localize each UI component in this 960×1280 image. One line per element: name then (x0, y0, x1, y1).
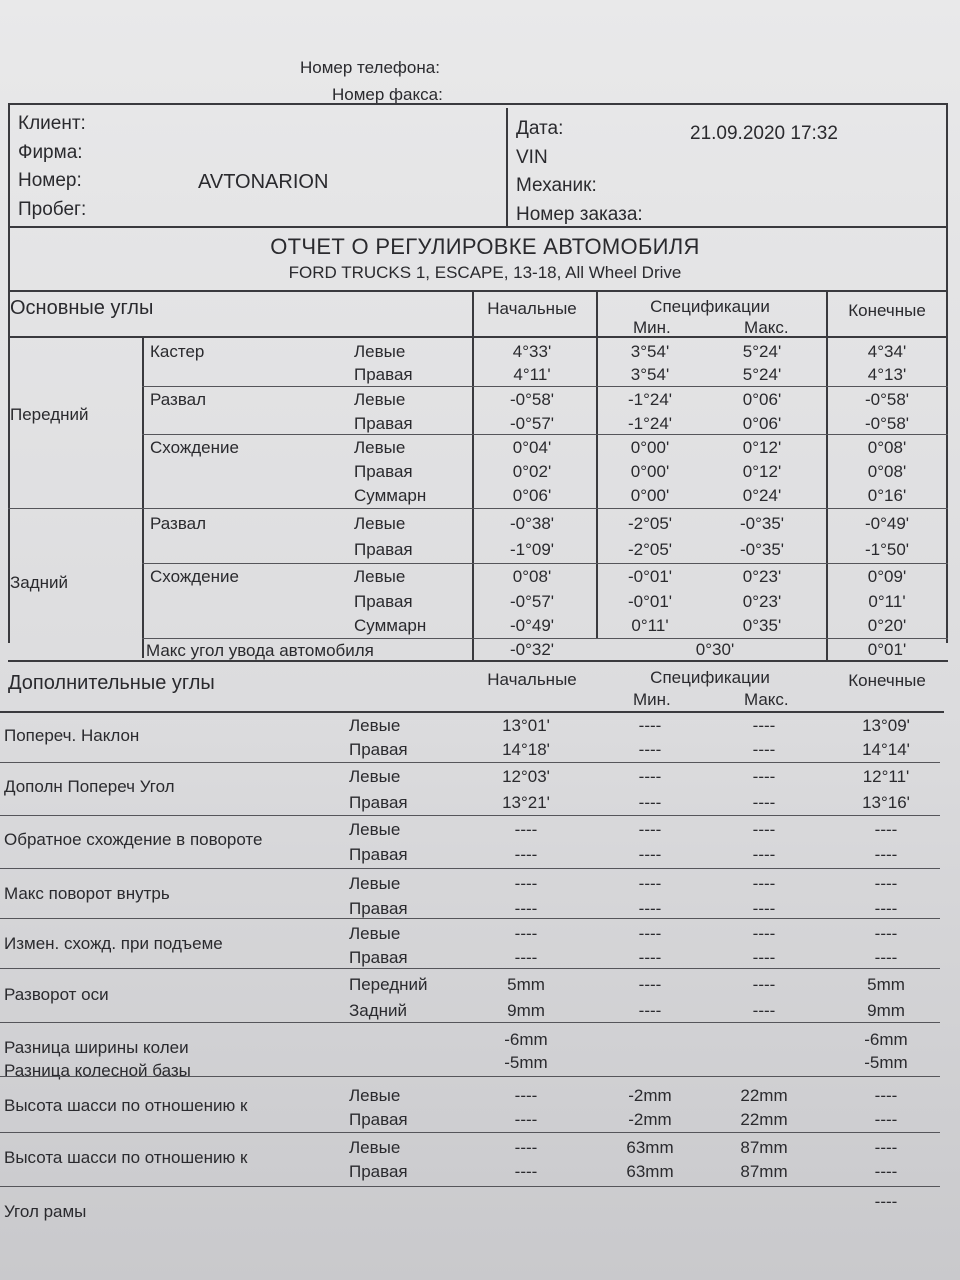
vehicle-description: FORD TRUCKS 1, ESCAPE, 13-18, All Wheel Drive (288, 263, 682, 282)
extra-row-final: ---- (874, 820, 898, 839)
main-col-initial: Начальные (487, 299, 577, 318)
extra-row-divider (0, 815, 940, 816)
extra-row-min: ---- (638, 767, 662, 786)
extra-row-max: 22mm (740, 1110, 788, 1129)
row-side-label: Левые (354, 342, 406, 361)
main-section-title: Основные углы (10, 297, 154, 319)
main-col-min: Мин. (633, 318, 671, 337)
client-divider (506, 108, 508, 226)
extra-row-initial: ---- (514, 1138, 538, 1157)
thrust-angle-label: Макс угол увода автомобиля (146, 641, 374, 660)
row-group-label: Схождение (150, 438, 239, 457)
frame-left-line (8, 103, 10, 643)
extra-row-divider (0, 1022, 940, 1023)
row-min-value: -2°05' (627, 514, 673, 533)
row-max-value: 0°12' (742, 462, 782, 481)
firm-label: Фирма: (18, 142, 83, 163)
client-bottom-line (8, 226, 948, 228)
row-min-value: 0°00' (630, 486, 670, 505)
order-number-label: Номер заказа: (516, 204, 643, 225)
extra-row-label: Обратное схождение в повороте (4, 830, 263, 849)
row-side-label: Суммарн (354, 486, 427, 505)
row-min-value: 0°00' (630, 438, 670, 457)
group-divider-line (142, 563, 948, 564)
number-value: AVTONARION (198, 171, 329, 193)
main-section-bottom-line (8, 660, 948, 662)
row-max-value: 0°23' (742, 567, 782, 586)
mechanic-label: Механик: (516, 175, 597, 196)
extra-row-final: ---- (874, 948, 898, 967)
extra-row-initial: 12°03' (502, 767, 550, 786)
row-initial-value: 0°08' (512, 567, 552, 586)
extra-row-final: 13°09' (862, 716, 910, 735)
row-initial-value: 0°04' (512, 438, 552, 457)
extra-row-final: ---- (874, 874, 898, 893)
row-group-label: Развал (150, 514, 207, 533)
row-final-value: 0°08' (867, 438, 907, 457)
extra-row-label: Высота шасси по отношению к (4, 1148, 248, 1167)
extra-row-initial: ---- (514, 1110, 538, 1129)
row-max-value: -0°35' (739, 514, 785, 533)
row-initial-value: -0°57' (509, 414, 555, 433)
row-final-value: -0°58' (864, 390, 910, 409)
extra-row-max: ---- (752, 1001, 776, 1020)
row-final-value: -0°49' (864, 514, 910, 533)
extra-row-label: Угол рамы (4, 1202, 87, 1221)
extra-row-final: ---- (874, 1138, 898, 1157)
thrust-top-line (142, 638, 948, 639)
row-initial-value: 4°33' (512, 342, 552, 361)
extra-row-side: Задний (349, 1001, 408, 1020)
main-col-max: Макс. (744, 318, 789, 337)
row-max-value: 0°06' (742, 390, 782, 409)
extra-row-initial: 14°18' (502, 740, 550, 759)
extra-row-divider (0, 868, 940, 869)
row-final-value: 4°13' (867, 365, 907, 384)
extra-row-min: ---- (638, 740, 662, 759)
main-header-bottom-line (8, 336, 948, 338)
extra-row-final: 9mm (867, 1001, 905, 1020)
extra-row-side: Правая (349, 1110, 408, 1129)
extra-row-initial: ---- (514, 845, 538, 864)
row-final-value: 0°09' (867, 567, 907, 586)
extra-row-label: Разница ширины колеи (4, 1038, 189, 1057)
extra-row-min: 63mm (626, 1138, 674, 1157)
row-max-value: 0°24' (742, 486, 782, 505)
extra-row-side: Передний (349, 975, 428, 994)
frame-right-line (946, 103, 948, 643)
date-value: 21.09.2020 17:32 (690, 123, 838, 144)
extra-row-final: ---- (874, 1086, 898, 1105)
extra-row-initial: 13°21' (502, 793, 550, 812)
row-final-value: -1°50' (864, 540, 910, 559)
extra-row-max: ---- (752, 793, 776, 812)
extra-row-label: Измен. схожд. при подъеме (4, 934, 223, 953)
extra-row-initial: ---- (514, 924, 538, 943)
main-col-spec: Спецификации (650, 297, 770, 316)
extra-row-side: Левые (349, 716, 401, 735)
front-axle-label: Передний (10, 405, 89, 424)
row-initial-value: -0°58' (509, 390, 555, 409)
row-initial-value: -0°57' (509, 592, 555, 611)
extra-row-label: Макс поворот внутрь (4, 884, 170, 903)
row-side-label: Левые (354, 514, 406, 533)
extra-row-min: ---- (638, 845, 662, 864)
extra-row-min: -2mm (628, 1110, 672, 1129)
row-initial-value: -0°49' (509, 616, 555, 635)
row-final-value: 0°08' (867, 462, 907, 481)
extra-row-divider (0, 968, 940, 969)
extra-row-max: ---- (752, 820, 776, 839)
extra-row-final: ---- (874, 924, 898, 943)
extra-row-max: 87mm (740, 1162, 788, 1181)
row-min-value: 3°54' (630, 365, 670, 384)
extra-header-bottom-line (0, 711, 944, 713)
thrust-angle-initial: -0°32' (509, 640, 555, 659)
extra-row-final: -5mm (864, 1053, 908, 1072)
extra-row-side: Правая (349, 1162, 408, 1181)
row-max-value: 0°35' (742, 616, 782, 635)
row-final-value: 0°20' (867, 616, 907, 635)
row-side-label: Правая (354, 414, 413, 433)
extra-row-label: Разница колесной базы (4, 1061, 191, 1080)
row-min-value: -2°05' (627, 540, 673, 559)
extra-col-spec: Спецификации (650, 668, 770, 687)
extra-row-max: ---- (752, 740, 776, 759)
row-final-value: -0°58' (864, 414, 910, 433)
extra-col-final: Конечные (848, 671, 926, 690)
extra-row-initial: ---- (514, 820, 538, 839)
row-side-label: Левые (354, 390, 406, 409)
row-max-value: 0°12' (742, 438, 782, 457)
group-divider-line (142, 434, 948, 435)
extra-row-initial: ---- (514, 899, 538, 918)
vin-label: VIN (516, 147, 548, 168)
extra-row-final: -6mm (864, 1030, 908, 1049)
fax-label: Номер факса: (332, 85, 443, 104)
row-final-value: 4°34' (867, 342, 907, 361)
extra-row-min: ---- (638, 948, 662, 967)
extra-row-side: Левые (349, 820, 401, 839)
extra-row-final: ---- (874, 899, 898, 918)
extra-row-max: ---- (752, 975, 776, 994)
extra-row-final: 13°16' (862, 793, 910, 812)
row-min-value: -0°01' (627, 567, 673, 586)
extra-row-divider (0, 1132, 940, 1133)
extra-row-min: -2mm (628, 1086, 672, 1105)
extra-row-side: Правая (349, 793, 408, 812)
main-col-final: Конечные (848, 301, 926, 320)
extra-row-label: Попереч. Наклон (4, 726, 140, 745)
extra-row-side: Левые (349, 1138, 401, 1157)
extra-row-initial: 13°01' (502, 716, 550, 735)
extra-row-divider (0, 918, 940, 919)
extra-row-max: ---- (752, 845, 776, 864)
extra-row-side: Правая (349, 845, 408, 864)
row-min-value: 0°00' (630, 462, 670, 481)
extra-row-max: ---- (752, 767, 776, 786)
extra-row-max: ---- (752, 874, 776, 893)
extra-row-min: ---- (638, 793, 662, 812)
extra-row-final: 5mm (867, 975, 905, 994)
front-rear-divider (8, 508, 948, 509)
extra-col-initial: Начальные (487, 670, 577, 689)
row-max-value: 0°23' (742, 592, 782, 611)
main-section-top-line (8, 290, 948, 292)
extra-row-max: 87mm (740, 1138, 788, 1157)
client-label: Клиент: (18, 113, 86, 134)
extra-row-side: Левые (349, 767, 401, 786)
extra-row-initial: -6mm (504, 1030, 548, 1049)
row-side-label: Левые (354, 567, 406, 586)
extra-row-final: 12°11' (862, 767, 910, 786)
extra-col-max: Макс. (744, 690, 789, 709)
row-side-label: Суммарн (354, 616, 427, 635)
row-min-value: 0°11' (631, 616, 669, 635)
main-col-divider-2 (596, 290, 598, 638)
extra-section-title: Дополнительные углы (8, 672, 215, 694)
row-initial-value: -0°38' (509, 514, 555, 533)
extra-row-side: Правая (349, 948, 408, 967)
extra-row-initial: ---- (514, 1086, 538, 1105)
row-initial-value: 4°11' (513, 365, 551, 384)
row-side-label: Правая (354, 540, 413, 559)
frame-top-line (8, 103, 948, 105)
extra-row-initial: ---- (514, 948, 538, 967)
row-initial-value: -1°09' (509, 540, 555, 559)
extra-row-max: ---- (752, 716, 776, 735)
row-final-value: 0°16' (867, 486, 907, 505)
row-min-value: -0°01' (627, 592, 673, 611)
extra-row-final: 14°14' (862, 740, 910, 759)
date-label: Дата: (516, 118, 564, 139)
main-group-divider (142, 336, 144, 658)
extra-row-min: ---- (638, 899, 662, 918)
mileage-label: Пробег: (18, 199, 87, 220)
extra-row-divider (0, 762, 940, 763)
extra-row-min: ---- (638, 1001, 662, 1020)
extra-row-side: Правая (349, 899, 408, 918)
extra-row-final: ---- (874, 1192, 898, 1211)
extra-row-max: ---- (752, 924, 776, 943)
extra-row-initial: 9mm (507, 1001, 545, 1020)
row-final-value: 0°11' (868, 592, 906, 611)
extra-row-divider (0, 1186, 940, 1187)
row-max-value: -0°35' (739, 540, 785, 559)
row-side-label: Правая (354, 592, 413, 611)
extra-row-final: ---- (874, 1110, 898, 1129)
row-initial-value: 0°02' (512, 462, 552, 481)
number-label: Номер: (18, 170, 82, 191)
extra-row-min: ---- (638, 924, 662, 943)
row-max-value: 5°24' (742, 365, 782, 384)
extra-row-initial: ---- (514, 1162, 538, 1181)
extra-row-label: Высота шасси по отношению к (4, 1096, 248, 1115)
extra-row-initial: 5mm (507, 975, 545, 994)
extra-row-min: ---- (638, 975, 662, 994)
report-title: ОТЧЕТ О РЕГУЛИРОВКЕ АВТОМОБИЛЯ (270, 234, 700, 259)
extra-row-side: Левые (349, 874, 401, 893)
row-group-label: Развал (150, 390, 207, 409)
phone-label: Номер телефона: (300, 58, 440, 77)
extra-row-max: ---- (752, 899, 776, 918)
extra-row-label: Дополн Попереч Угол (4, 777, 175, 796)
extra-row-side: Левые (349, 924, 401, 943)
row-side-label: Правая (354, 462, 413, 481)
row-min-value: -1°24' (627, 414, 673, 433)
extra-row-min: ---- (638, 874, 662, 893)
row-min-value: -1°24' (627, 390, 673, 409)
extra-col-min: Мин. (633, 690, 671, 709)
row-group-label: Схождение (150, 567, 239, 586)
row-max-value: 0°06' (742, 414, 782, 433)
row-side-label: Левые (354, 438, 406, 457)
row-max-value: 5°24' (742, 342, 782, 361)
rear-axle-label: Задний (10, 573, 69, 592)
extra-row-initial: -5mm (504, 1053, 548, 1072)
extra-row-min: ---- (638, 820, 662, 839)
extra-row-final: ---- (874, 845, 898, 864)
thrust-angle-final: 0°01' (867, 640, 907, 659)
row-side-label: Правая (354, 365, 413, 384)
group-divider-line (142, 386, 948, 387)
extra-row-max: 22mm (740, 1086, 788, 1105)
extra-row-min: ---- (638, 716, 662, 735)
extra-row-side: Правая (349, 740, 408, 759)
extra-row-max: ---- (752, 948, 776, 967)
extra-row-min: 63mm (626, 1162, 674, 1181)
thrust-angle-spec: 0°30' (695, 640, 735, 659)
extra-row-initial: ---- (514, 874, 538, 893)
extra-row-final: ---- (874, 1162, 898, 1181)
row-min-value: 3°54' (630, 342, 670, 361)
extra-row-divider (0, 1076, 940, 1077)
extra-row-label: Разворот оси (4, 985, 109, 1004)
row-group-label: Кастер (150, 342, 205, 361)
extra-row-side: Левые (349, 1086, 401, 1105)
row-initial-value: 0°06' (512, 486, 552, 505)
